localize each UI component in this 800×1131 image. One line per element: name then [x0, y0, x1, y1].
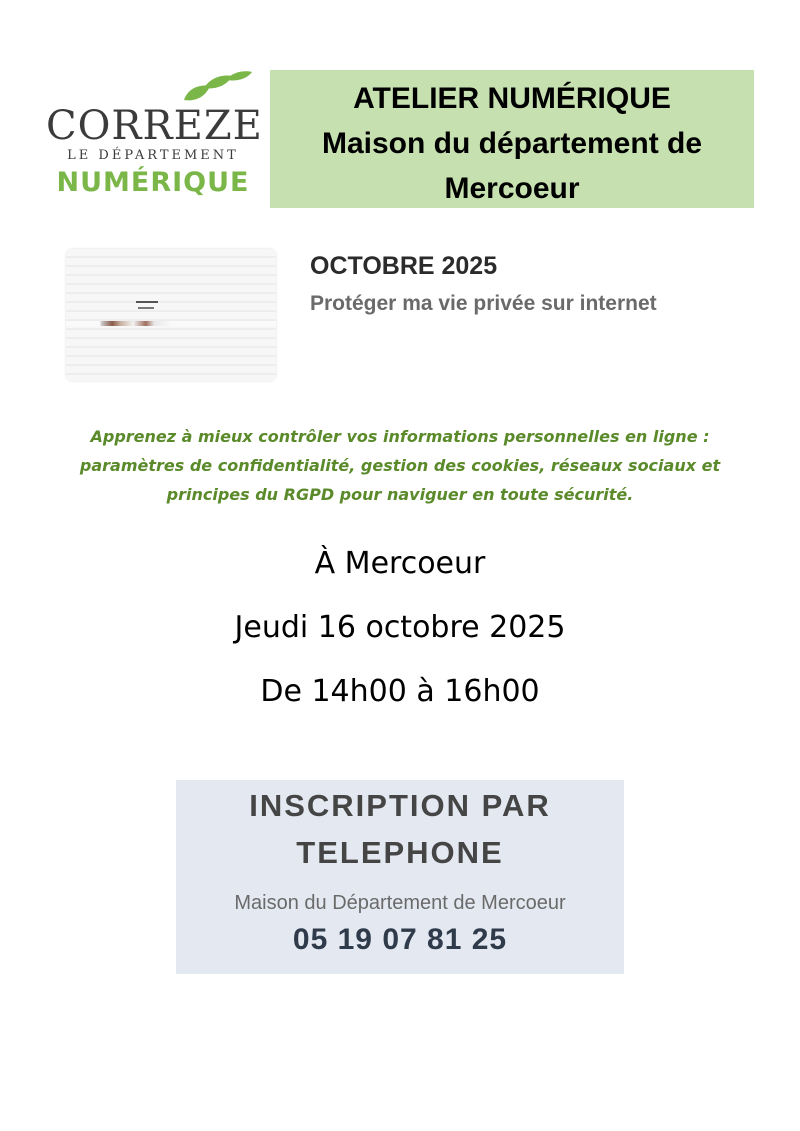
- logo-tagline: NUMÉRIQUE: [56, 167, 250, 198]
- blinds-photo: [66, 249, 276, 381]
- event-month: OCTOBRE 2025: [310, 252, 498, 280]
- signup-heading-line-2: TELEPHONE: [296, 835, 504, 870]
- signup-heading-line-1: INSCRIPTION PAR: [249, 788, 551, 823]
- logo-subtitle: LE DÉPARTEMENT: [67, 148, 239, 163]
- signup-box: [176, 780, 624, 974]
- logo-brand: CORREZE: [46, 103, 263, 149]
- signup-phone[interactable]: 05 19 07 81 25: [292, 923, 508, 956]
- header-banner: [270, 70, 754, 208]
- event-time: De 14h00 à 16h00: [260, 674, 540, 709]
- event-date: Jeudi 16 octobre 2025: [234, 610, 566, 645]
- header-line-3: Mercoeur: [444, 172, 580, 205]
- event-place: À Mercoeur: [314, 546, 486, 581]
- event-topic: Protéger ma vie privée sur internet: [310, 292, 657, 315]
- description: [40, 422, 760, 509]
- header-line-2: Maison du département de: [321, 127, 703, 160]
- description-line-2: paramètres de confidentialité, gestion des cookies, réseaux sociaux et: [79, 456, 721, 475]
- header-line-1: ATELIER NUMÉRIQUE: [353, 82, 671, 115]
- correze-logo: [46, 70, 262, 200]
- signup-heading: [176, 780, 624, 876]
- description-line-3: principes du RGPD pour naviguer en toute sécurité.: [166, 485, 634, 504]
- description-line-1: Apprenez à mieux contrôler vos informations personnelles en ligne :: [90, 427, 710, 446]
- signup-organization: Maison du Département de Mercoeur: [234, 892, 566, 914]
